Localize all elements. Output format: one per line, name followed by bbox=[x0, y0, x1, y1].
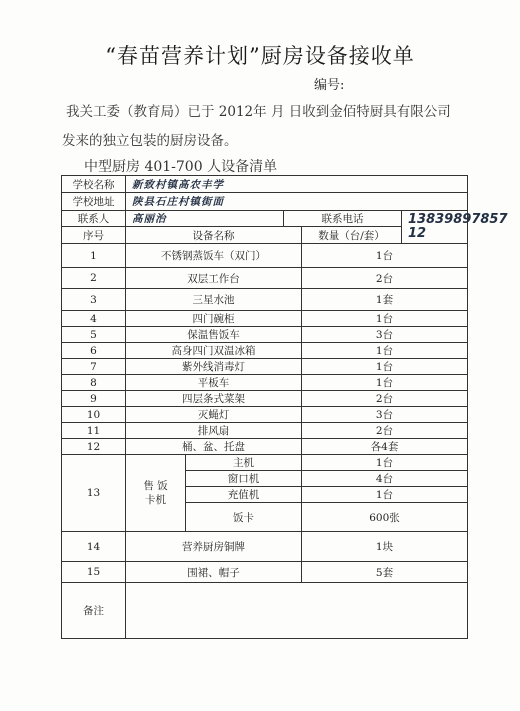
intro-line-1: 我关工委（教育局）已于 2012年 月 日收到金佰特厨具有限公司 bbox=[66, 104, 451, 120]
school-name-label: 学校名称 bbox=[62, 176, 126, 193]
item-name: 饭卡 bbox=[186, 503, 302, 532]
item-name: 排风扇 bbox=[126, 423, 302, 439]
item-no: 15 bbox=[62, 562, 126, 583]
item-no: 13 bbox=[62, 455, 126, 532]
item-name: 四层条式菜架 bbox=[126, 391, 302, 407]
item-name: 双层工作台 bbox=[126, 268, 302, 289]
item-name: 不锈钢蒸饭车（双门） bbox=[126, 244, 302, 268]
item-name: 三星水池 bbox=[126, 289, 302, 311]
item-name: 窗口机 bbox=[186, 471, 302, 487]
table-row bbox=[62, 407, 468, 423]
contact-value: 高丽治 bbox=[126, 211, 284, 227]
item-qty: 1台 bbox=[302, 311, 468, 327]
col-header-no: 序号 bbox=[62, 227, 126, 244]
col-header-name: 设备名称 bbox=[126, 227, 302, 244]
phone-number: 13839897857 bbox=[408, 212, 508, 227]
item-no: 6 bbox=[62, 343, 126, 359]
phone-label: 联系电话 bbox=[284, 211, 402, 227]
item-no: 9 bbox=[62, 391, 126, 407]
item-name: 保温售饭车 bbox=[126, 327, 302, 343]
item-qty: 3台 bbox=[302, 407, 468, 423]
contact-row bbox=[62, 211, 468, 227]
remarks-row bbox=[62, 583, 468, 639]
item-qty: 1台 bbox=[302, 343, 468, 359]
item-no: 11 bbox=[62, 423, 126, 439]
list-title: 中型厨房 401-700 人设备清单 bbox=[84, 159, 278, 175]
item-no: 2 bbox=[62, 268, 126, 289]
table-row bbox=[62, 423, 468, 439]
phone-extra: 12 bbox=[408, 226, 427, 241]
item-qty: 1台 bbox=[302, 487, 468, 503]
school-address-value: 陕县石庄村镇街面 bbox=[126, 193, 468, 211]
table-row bbox=[62, 289, 468, 311]
table-row bbox=[62, 532, 468, 562]
item-no: 8 bbox=[62, 375, 126, 391]
item-no: 4 bbox=[62, 311, 126, 327]
school-address-label: 学校地址 bbox=[62, 193, 126, 211]
table-row bbox=[62, 244, 468, 268]
col-header-qty: 数量（台/套） bbox=[302, 227, 402, 244]
intro-line-2: 发来的独立包装的厨房设备。 bbox=[62, 133, 238, 149]
table-row bbox=[62, 439, 468, 455]
remarks-label: 备注 bbox=[62, 583, 126, 639]
item-qty: 1台 bbox=[302, 244, 468, 268]
item-qty: 4台 bbox=[302, 471, 468, 487]
item-qty: 5套 bbox=[302, 562, 468, 583]
item-name: 高身四门双温冰箱 bbox=[126, 343, 302, 359]
contact-label: 联系人 bbox=[62, 211, 126, 227]
item-qty: 2台 bbox=[302, 268, 468, 289]
item-name: 营养厨房铜牌 bbox=[126, 532, 302, 562]
item-name: 灭蝇灯 bbox=[126, 407, 302, 423]
item-qty: 600张 bbox=[302, 503, 468, 532]
table-row bbox=[62, 359, 468, 375]
table-row bbox=[62, 343, 468, 359]
table-row bbox=[62, 311, 468, 327]
item-name: 四门碗柜 bbox=[126, 311, 302, 327]
phone-value bbox=[402, 211, 508, 244]
item-qty: 2台 bbox=[302, 423, 468, 439]
item-qty: 3台 bbox=[302, 327, 468, 343]
group-label-line2: 卡机 bbox=[145, 494, 166, 506]
item-qty: 1台 bbox=[302, 455, 468, 471]
item-no: 5 bbox=[62, 327, 126, 343]
table-row bbox=[62, 268, 468, 289]
item-qty: 1台 bbox=[302, 375, 468, 391]
equipment-form-table bbox=[61, 175, 508, 639]
table-row bbox=[62, 327, 468, 343]
table-row bbox=[62, 391, 468, 407]
item-qty: 1块 bbox=[302, 532, 468, 562]
item-qty: 各4套 bbox=[302, 439, 468, 455]
item-qty: 1台 bbox=[302, 359, 468, 375]
card-machine-group bbox=[126, 455, 186, 532]
doc-number-label: 编号: bbox=[314, 78, 345, 93]
item-no: 7 bbox=[62, 359, 126, 375]
table-row-13 bbox=[62, 455, 468, 471]
item-no: 14 bbox=[62, 532, 126, 562]
document-title: “春苗营养计划”厨房设备接收单 bbox=[105, 44, 415, 68]
school-address-row bbox=[62, 193, 468, 211]
item-name: 主机 bbox=[186, 455, 302, 471]
item-no: 10 bbox=[62, 407, 126, 423]
item-no: 12 bbox=[62, 439, 126, 455]
remarks-value bbox=[126, 583, 468, 639]
school-name-value: 新致村镇高农丰学 bbox=[126, 176, 468, 193]
item-no: 1 bbox=[62, 244, 126, 268]
item-name: 桶、盆、托盘 bbox=[126, 439, 302, 455]
item-name: 充值机 bbox=[186, 487, 302, 503]
item-name: 平板车 bbox=[126, 375, 302, 391]
table-row bbox=[62, 375, 468, 391]
item-qty: 2台 bbox=[302, 391, 468, 407]
item-name: 紫外线消毒灯 bbox=[126, 359, 302, 375]
item-no: 3 bbox=[62, 289, 126, 311]
school-name-row bbox=[62, 176, 468, 193]
item-name: 围裙、帽子 bbox=[126, 562, 302, 583]
table-row bbox=[62, 562, 468, 583]
group-label-line1: 售 饭 bbox=[143, 480, 168, 492]
item-qty: 1套 bbox=[302, 289, 468, 311]
